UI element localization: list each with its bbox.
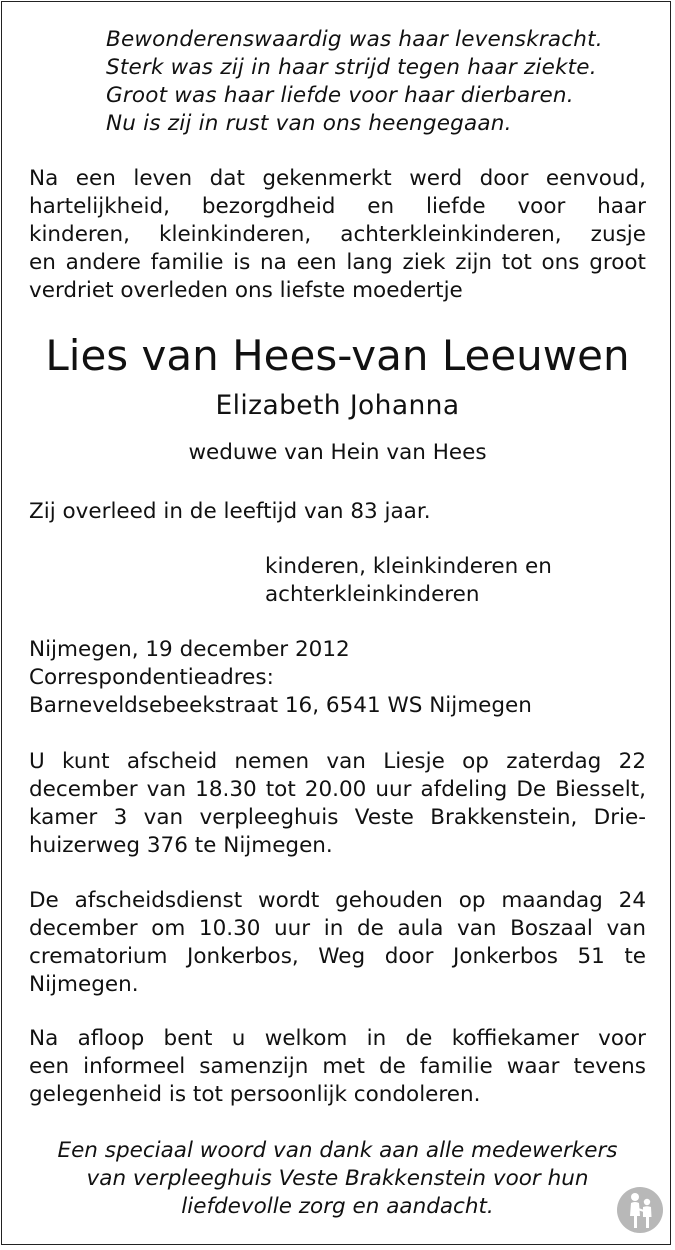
signed-line: kinderen, kleinkinderen en <box>265 554 552 579</box>
coffee-line: een informeel samenzijn met de familie waar tevens <box>29 1054 646 1079</box>
age-statement: Zij overleed in de leeftijd van 83 jaar. <box>29 499 431 524</box>
intro-line: kinderen, kleinkinderen, achterkleinkinderen, zusje <box>29 222 646 247</box>
poem-line: Groot was haar liefde voor haar dierbaren. <box>106 83 574 108</box>
service-line: De afscheidsdienst wordt gehouden op maandag 24 <box>29 888 646 913</box>
coffee-line: Na afloop bent u welkom in de koffiekamer voor <box>29 1026 646 1051</box>
intro-paragraph <box>29 165 646 305</box>
opening-poem <box>106 26 603 138</box>
correspondence-label: Correspondentieadres: <box>29 665 274 690</box>
deceased-given-names: Elizabeth Johanna <box>215 390 460 421</box>
service-line: crematorium Jonkerbos, Weg door Jonkerbos 51 te <box>29 944 646 969</box>
signed-line: achterkleinkinderen <box>265 582 480 607</box>
farewell-line: december van 18.30 tot 20.00 uur afdeling De Biesselt, <box>29 777 646 802</box>
signed-by <box>265 553 552 609</box>
intro-line: en andere familie is na een lang ziek zijn tot ons groot <box>29 250 646 275</box>
thanks-line: Een speciaal woord van dank aan alle medewerkers <box>57 1138 618 1163</box>
farewell-line: kamer 3 van verpleeghuis Veste Brakkenstein, Drie- <box>29 805 646 830</box>
intro-line: hartelijkheid, bezorgdheid en liefde voor haar <box>29 194 646 219</box>
service-line: december om 10.30 uur in de aula van Boszaal van <box>29 916 646 941</box>
widow-of: weduwe van Hein van Hees <box>188 440 487 465</box>
coffee-paragraph <box>29 1025 646 1109</box>
thanks-note <box>0 1137 675 1221</box>
poem-line: Sterk was zij in haar strijd tegen haar ziekte. <box>106 55 597 80</box>
service-line: Nijmegen. <box>29 972 139 997</box>
intro-line: verdriet overleden ons liefste moedertje <box>29 278 463 303</box>
farewell-line: huizerweg 376 te Nijmegen. <box>29 833 333 858</box>
farewell-paragraph <box>29 748 646 860</box>
thanks-line: van verpleeghuis Veste Brakkenstein voor hun <box>86 1166 589 1191</box>
farewell-line: U kunt afscheid nemen van Liesje op zaterdag 22 <box>29 749 646 774</box>
place-date-address <box>29 636 532 720</box>
coffee-line: gelegenheid is tot persoonlijk condoleren. <box>29 1082 481 1107</box>
thanks-line: liefdevolle zorg en aandacht. <box>181 1194 494 1219</box>
poem-line: Bewonderenswaardig was haar levenskracht. <box>106 27 603 52</box>
poem-line: Nu is zij in rust van ons heengegaan. <box>106 111 512 136</box>
deceased-name: Lies van Hees-van Leeuwen <box>45 331 630 380</box>
correspondence-address: Barneveldsebeekstraat 16, 6541 WS Nijmegen <box>29 693 532 718</box>
place-date: Nijmegen, 19 december 2012 <box>29 637 350 662</box>
intro-line: Na een leven dat gekenmerkt werd door eenvoud, <box>29 166 646 191</box>
service-paragraph <box>29 887 646 999</box>
mourning-figures-icon <box>616 1186 664 1234</box>
